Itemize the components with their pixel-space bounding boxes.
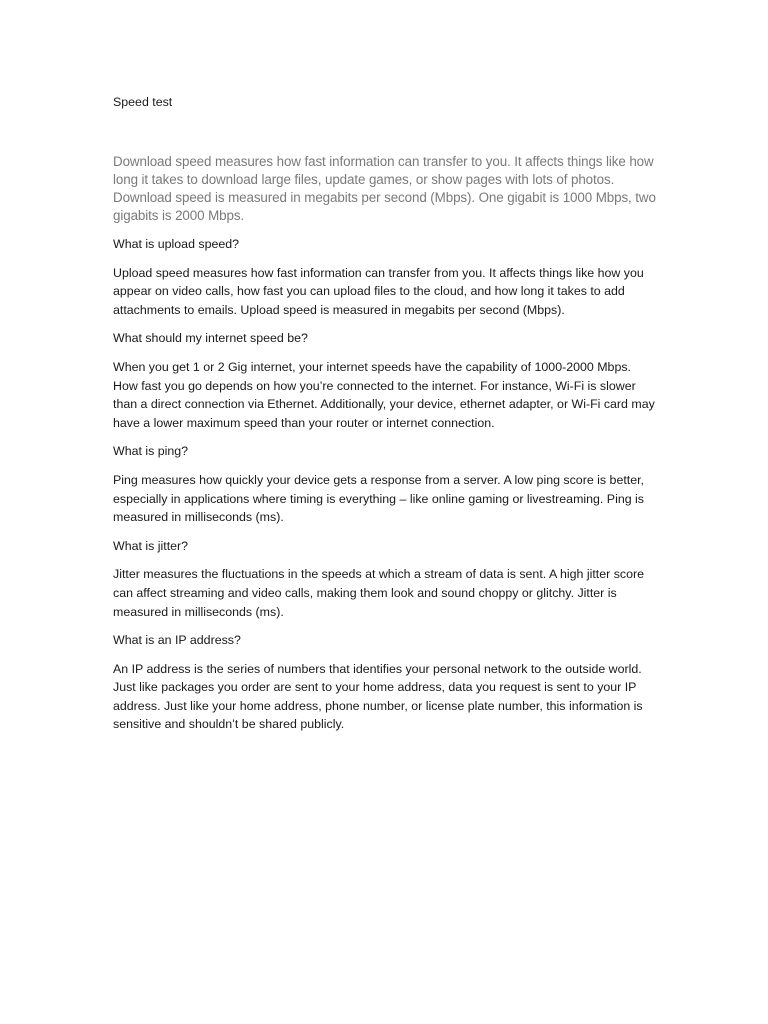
- intro-paragraph: Download speed measures how fast information can transfer to you. It affects things like how long it takes to download large files, update games, or show pages with lots of photos. Download speed is measured in megabits per second (Mbps). One gigabit is 1000 Mbps, two gigabits is 2000 Mbps.: [113, 154, 656, 223]
- section-body-upload-speed: Upload speed measures how fast information can transfer from you. It affects things like how you appear on video calls, how fast you can upload files to the cloud, and how long it takes to add attachments to emails. Upload speed is measured in megabits per second (Mbps).: [113, 265, 644, 317]
- section-body-jitter: Jitter measures the fluctuations in the speeds at which a stream of data is sent. A high jitter score can affect streaming and video calls, making them look and sound choppy or glitchy. Jitter is measured in milliseconds (ms).: [113, 567, 645, 619]
- section-body-internet-speed: When you get 1 or 2 Gig internet, your internet speeds have the capability of 1000-2000 Mbps. How fast you go depends on how you’re connected to the internet. For instance, Wi-Fi is slower than a direct connection via Ethernet. Additionally, your device, ethernet adapter, or Wi-Fi card may have a lower maximum speed than your router or internet connection.: [113, 359, 655, 430]
- section-heading-ip-address: What is an IP address?: [113, 633, 241, 648]
- section-heading-jitter: What is jitter?: [113, 538, 189, 553]
- section-body-ping: Ping measures how quickly your device gets a response from a server. A low ping score is better, especially in applications where timing is everything – like online gaming or livestreaming. Ping is measured in milliseconds (ms).: [113, 472, 644, 525]
- section-heading-upload-speed: What is upload speed?: [113, 237, 240, 251]
- document-title: Speed test: [113, 95, 173, 109]
- section-body-ip-address: An IP address is the series of numbers that identifies your personal network to the outside world. Just like packages you order are sent to your home address, data you request is sent to your IP address. Just like your home address, phone number, or license plate number, this information is sensitive and shouldn’t be shared publicly.: [113, 661, 643, 732]
- section-heading-ping: What is ping?: [113, 444, 189, 459]
- document-body: [113, 93, 658, 744]
- section-heading-internet-speed: What should my internet speed be?: [113, 331, 308, 346]
